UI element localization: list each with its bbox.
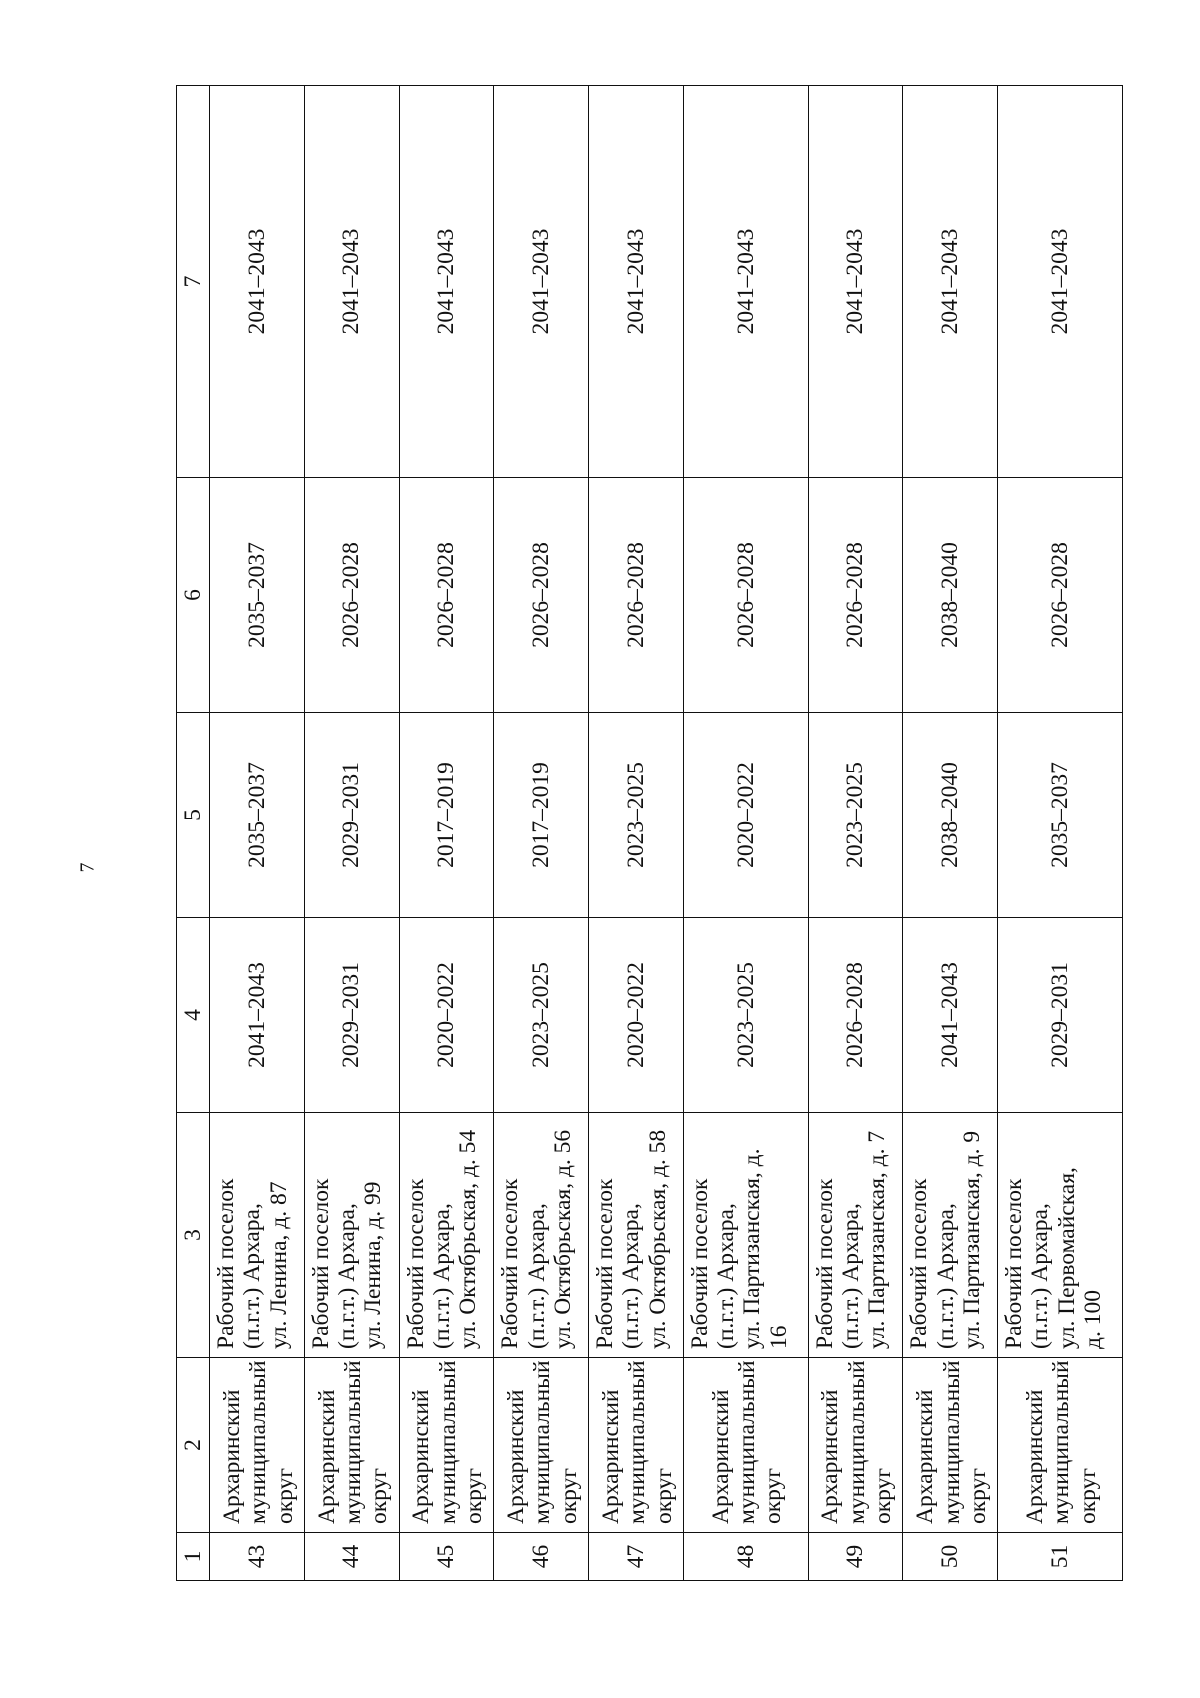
header-col-1: 1: [177, 1533, 210, 1581]
period-col-5: 2029–2031: [304, 713, 399, 918]
period-col-4: 2020–2022: [399, 918, 494, 1113]
district-line: округ: [366, 1468, 393, 1524]
address-line: ул. Октябрьская, д. 54: [455, 1129, 482, 1349]
period-col-6: 2026–2028: [589, 478, 684, 713]
period-col-6: 2026–2028: [494, 478, 589, 713]
address-line: ул. Ленина, д. 99: [360, 1181, 387, 1349]
table-row: [304, 86, 399, 1581]
address-line: Рабочий поселок: [402, 1178, 429, 1349]
period-col-7: 2041–2043: [998, 86, 1123, 478]
address-line: (п.г.т.) Архара,: [334, 1203, 361, 1349]
period-col-4: 2023–2025: [683, 918, 808, 1113]
district-line: округ: [271, 1468, 298, 1524]
row-number: 43: [210, 1533, 305, 1581]
address-line: (п.г.т.) Архара,: [932, 1203, 959, 1349]
table-row: [903, 86, 998, 1581]
period-col-7: 2041–2043: [808, 86, 903, 478]
district-cell: [903, 1358, 998, 1533]
period-col-5: 2017–2019: [494, 713, 589, 918]
address-line: Рабочий поселок: [592, 1178, 618, 1349]
district-line: округ: [1074, 1468, 1101, 1524]
district-line: Архаринский: [313, 1389, 340, 1524]
district-line: округ: [650, 1468, 677, 1524]
period-col-7: 2041–2043: [399, 86, 494, 478]
address-line: (п.г.т.) Архара,: [837, 1203, 864, 1349]
address-line: Рабочий поселок: [686, 1178, 713, 1349]
address-cell: [589, 1113, 684, 1358]
district-line: округ: [964, 1468, 991, 1524]
district-cell: [304, 1358, 399, 1533]
period-col-5: 2023–2025: [808, 713, 903, 918]
address-cell: [683, 1113, 808, 1358]
period-col-4: 2029–2031: [998, 918, 1123, 1113]
address-line: (п.г.т.) Архара,: [523, 1203, 550, 1349]
table-row: [998, 86, 1123, 1581]
period-col-4: 2026–2028: [808, 918, 903, 1113]
table-row: [683, 86, 808, 1581]
district-line: Архаринский: [912, 1389, 939, 1524]
address-line: ул. Октябрьская, д. 56: [549, 1129, 576, 1349]
header-col-3: 3: [177, 1113, 210, 1358]
address-line: д. 100: [1080, 1290, 1106, 1349]
address-cell: [808, 1113, 903, 1358]
period-col-4: 2041–2043: [210, 918, 305, 1113]
district-line: муниципальный: [1048, 1360, 1075, 1524]
district-line: Архаринский: [218, 1389, 245, 1524]
district-line: Архаринский: [707, 1389, 734, 1524]
period-col-5: 2017–2019: [399, 713, 494, 918]
address-cell: [304, 1113, 399, 1358]
address-line: Рабочий поселок: [497, 1178, 524, 1349]
period-col-5: 2038–2040: [903, 713, 998, 918]
period-col-5: 2020–2022: [683, 713, 808, 918]
period-col-4: 2020–2022: [589, 918, 684, 1113]
address-line: ул. Первомайская,: [1053, 1167, 1080, 1349]
address-line: ул. Партизанская, д. 7: [864, 1130, 891, 1349]
address-line: (п.г.т.) Архара,: [713, 1203, 740, 1349]
row-number: 49: [808, 1533, 903, 1581]
district-cell: [399, 1358, 494, 1533]
district-line: Архаринский: [817, 1389, 844, 1524]
row-number: 45: [399, 1533, 494, 1581]
district-line: Архаринский: [1022, 1389, 1049, 1524]
address-line: Рабочий поселок: [213, 1178, 239, 1349]
district-line: округ: [870, 1468, 897, 1524]
address-line: Рабочий поселок: [906, 1178, 933, 1349]
header-col-4: 4: [177, 918, 210, 1113]
district-cell: [494, 1358, 589, 1533]
period-col-6: 2026–2028: [399, 478, 494, 713]
table-row: [808, 86, 903, 1581]
table-row: [399, 86, 494, 1581]
row-number: 51: [998, 1533, 1123, 1581]
address-cell: [494, 1113, 589, 1358]
district-cell: [210, 1358, 305, 1533]
page-number: 7: [76, 862, 99, 873]
row-number: 48: [683, 1533, 808, 1581]
district-line: муниципальный: [529, 1360, 556, 1524]
district-cell: [683, 1358, 808, 1533]
table-body: [210, 86, 1123, 1581]
period-col-7: 2041–2043: [304, 86, 399, 478]
period-col-6: 2026–2028: [998, 478, 1123, 713]
table-header: [177, 86, 210, 1581]
header-col-7: 7: [177, 86, 210, 478]
address-line: ул. Ленина, д. 87: [265, 1181, 292, 1349]
period-col-4: 2029–2031: [304, 918, 399, 1113]
period-col-5: 2035–2037: [998, 713, 1123, 918]
header-col-5: 5: [177, 713, 210, 918]
district-cell: [589, 1358, 684, 1533]
address-line: (п.г.т.) Архара,: [1027, 1203, 1054, 1349]
address-line: ул. Партизанская, д. 9: [958, 1130, 985, 1349]
period-col-5: 2023–2025: [589, 713, 684, 918]
address-cell: [399, 1113, 494, 1358]
period-col-7: 2041–2043: [589, 86, 684, 478]
period-col-4: 2023–2025: [494, 918, 589, 1113]
address-line: (п.г.т.) Архара,: [428, 1203, 455, 1349]
address-line: ул. Октябрьская, д. 58: [644, 1129, 671, 1349]
district-line: округ: [760, 1468, 787, 1524]
district-line: муниципальный: [434, 1360, 461, 1524]
period-col-4: 2041–2043: [903, 918, 998, 1113]
district-line: округ: [555, 1468, 582, 1524]
district-cell: [998, 1358, 1123, 1533]
row-number: 44: [304, 1533, 399, 1581]
period-col-6: 2026–2028: [683, 478, 808, 713]
district-line: муниципальный: [624, 1360, 651, 1524]
header-col-2: 2: [177, 1358, 210, 1533]
district-line: Архаринский: [597, 1389, 624, 1524]
period-col-7: 2041–2043: [210, 86, 305, 478]
address-line: (п.г.т.) Архара,: [618, 1203, 645, 1349]
address-line: Рабочий поселок: [307, 1178, 334, 1349]
address-cell: [998, 1113, 1123, 1358]
district-line: муниципальный: [734, 1360, 760, 1524]
period-col-7: 2041–2043: [903, 86, 998, 478]
address-line: Рабочий поселок: [1001, 1178, 1028, 1349]
address-cell: [210, 1113, 305, 1358]
period-col-6: 2035–2037: [210, 478, 305, 713]
rotated-table-wrapper: [176, 86, 1123, 1581]
district-line: Архаринский: [408, 1389, 435, 1524]
district-line: муниципальный: [843, 1360, 870, 1524]
period-col-6: 2026–2028: [808, 478, 903, 713]
address-line: Рабочий поселок: [811, 1178, 838, 1349]
district-line: округ: [461, 1468, 488, 1524]
address-cell: [903, 1113, 998, 1358]
period-col-6: 2026–2028: [304, 478, 399, 713]
period-col-7: 2041–2043: [683, 86, 808, 478]
table-row: [494, 86, 589, 1581]
row-number: 50: [903, 1533, 998, 1581]
schedule-table: [176, 85, 1123, 1581]
district-line: Архаринский: [503, 1389, 530, 1524]
address-line: ул. Партизанская, д. 16: [739, 1148, 792, 1349]
row-number: 46: [494, 1533, 589, 1581]
table-row: [589, 86, 684, 1581]
period-col-7: 2041–2043: [494, 86, 589, 478]
district-line: муниципальный: [245, 1360, 272, 1524]
period-col-5: 2035–2037: [210, 713, 305, 918]
district-line: муниципальный: [938, 1360, 965, 1524]
header-col-6: 6: [177, 478, 210, 713]
district-cell: [808, 1358, 903, 1533]
district-line: муниципальный: [339, 1360, 366, 1524]
address-line: (п.г.т.) Архара,: [239, 1203, 266, 1349]
period-col-6: 2038–2040: [903, 478, 998, 713]
table-row: [210, 86, 305, 1581]
row-number: 47: [589, 1533, 684, 1581]
